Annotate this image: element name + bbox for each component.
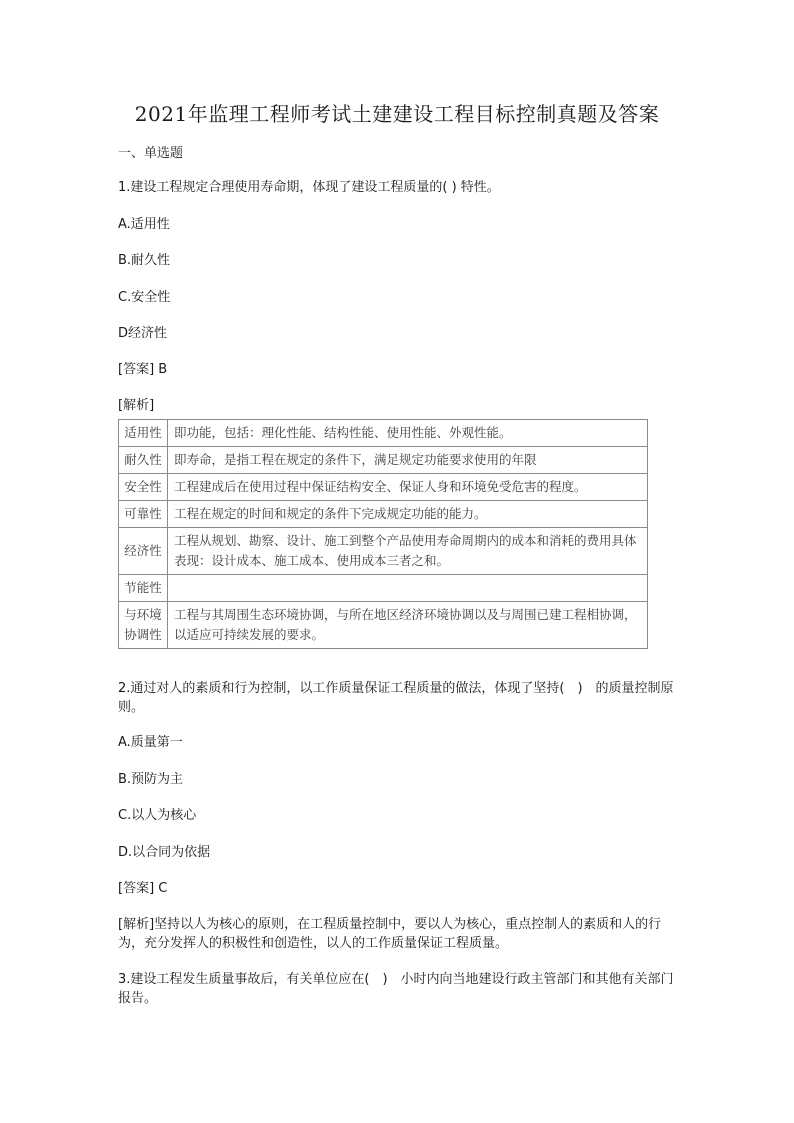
table-value-cell: 工程从规划、勘察、设计、施工到整个产品使用寿命周期内的成本和消耗的费用具体表现：设计成本、施工成本、使用成本三者之和。: [168, 528, 648, 575]
table-row: [119, 474, 648, 501]
question-1-option-c: C.安全性: [118, 290, 171, 305]
question-2-analysis: [解析]坚持以人为核心的原则，在工程质量控制中，要以人为核心，重点控制人的素质和人的行为，充分发挥人的积极性和创造性，以人的工作质量保证工程质量。: [118, 917, 662, 951]
table-value-cell: 工程与其周围生态环境协调，与所在地区经济环境协调以及与周围已建工程相协调，以适应可持续发展的要求。: [168, 602, 648, 649]
table-value-cell: 工程在规定的时间和规定的条件下完成规定功能的能力。: [168, 501, 648, 528]
question-1-analysis-label: [解析]: [118, 398, 155, 413]
question-1-option-b: B.耐久性: [118, 253, 171, 268]
question-2-option-a: A.质量第一: [118, 735, 183, 750]
question-2-option-d: D.以合同为依据: [118, 845, 211, 860]
table-key-cell: 安全性: [119, 474, 168, 501]
question-1-option-d: D经济性: [118, 326, 168, 341]
quality-characteristics-table: [118, 419, 648, 649]
table-key-cell: 与环境协调性: [119, 602, 168, 649]
question-2-option-c: C.以人为核心: [118, 808, 197, 823]
table-row: [119, 602, 648, 649]
table-key-cell: 节能性: [119, 575, 168, 602]
question-2-answer: [答案] C: [118, 881, 168, 896]
section-heading: 一、单选题: [118, 146, 184, 161]
question-1-text: 1.建设工程规定合理使用寿命期，体现了建设工程质量的( ) 特性。: [118, 180, 500, 195]
table-row: [119, 420, 648, 447]
table-key-cell: 可靠性: [119, 501, 168, 528]
document-title: 2021年监理工程师考试土建建设工程目标控制真题及答案: [134, 102, 660, 126]
question-2-option-b: B.预防为主: [118, 772, 184, 787]
table-value-cell: 即功能，包括：理化性能、结构性能、使用性能、外观性能。: [168, 420, 648, 447]
table-value-cell: 即寿命，是指工程在规定的条件下，满足规定功能要求使用的年限: [168, 447, 648, 474]
table-row: [119, 528, 648, 575]
table-key-cell: 适用性: [119, 420, 168, 447]
question-3-text: 3.建设工程发生质量事故后，有关单位应在( ) 小时内向当地建设行政主管部门和其他有关部门报告。: [118, 972, 674, 1006]
table-value-cell: 工程建成后在使用过程中保证结构安全、保证人身和环境免受危害的程度。: [168, 474, 648, 501]
question-1-option-a: A.适用性: [118, 217, 170, 232]
table-row: [119, 501, 648, 528]
table-key-cell: 经济性: [119, 528, 168, 575]
question-2-text: 2.通过对人的素质和行为控制，以工作质量保证工程质量的做法，体现了坚持( ) 的质量控制原则。: [118, 681, 674, 715]
table-row: [119, 447, 648, 474]
table-row: [119, 575, 648, 602]
question-1-answer: [答案] B: [118, 362, 168, 377]
table-value-cell: [168, 575, 648, 602]
table-key-cell: 耐久性: [119, 447, 168, 474]
